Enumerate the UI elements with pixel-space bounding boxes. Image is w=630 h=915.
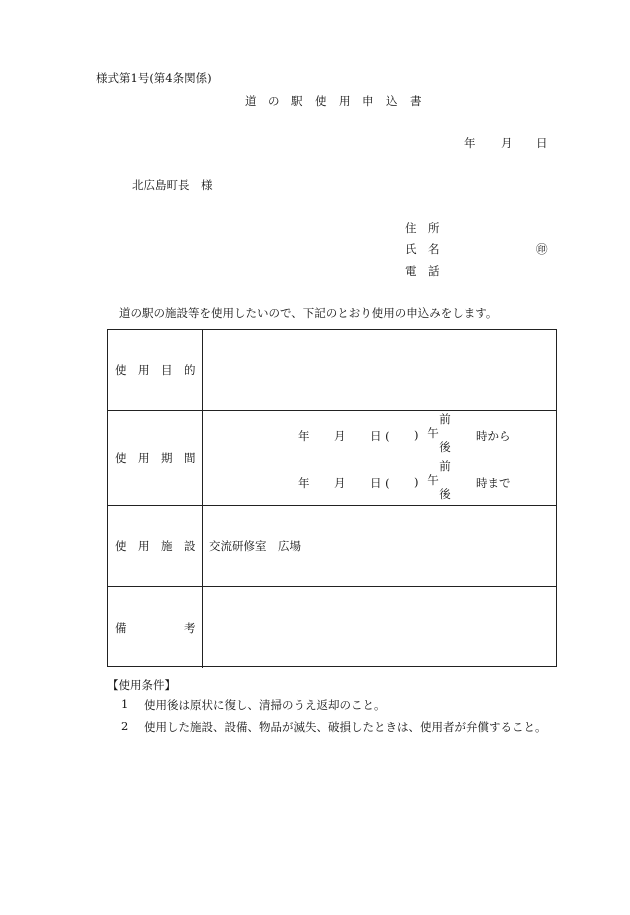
intro-text: 道の駅の施設等を使用したいので、下記のとおり使用の申込みをします。 [119, 306, 498, 320]
start-go: 午 [427, 426, 439, 440]
title-char: 用 [339, 94, 351, 108]
period-label [108, 411, 203, 505]
start-pm: 後 [439, 440, 451, 454]
start-day: 日 ( [370, 429, 390, 443]
title-char: 申 [362, 94, 374, 108]
conditions-heading: 【使用条件】 [107, 678, 176, 692]
purpose-label [108, 330, 203, 410]
facility-value[interactable]: 交流研修室 広場 [209, 539, 301, 553]
condition-text: 使用した施設、設備、物品が滅失、破損したときは、使用者が弁償すること。 [144, 720, 547, 734]
start-year: 年 [298, 429, 310, 443]
start-month: 月 [334, 429, 346, 443]
title-char: 駅 [291, 94, 303, 108]
seal-mark: ㊞ [536, 242, 548, 256]
phone-label: 電 話 [405, 264, 440, 278]
label-char: 的 [184, 363, 196, 377]
title-char: 書 [410, 94, 422, 108]
application-table [107, 329, 557, 667]
end-go: 午 [427, 473, 439, 487]
remarks-field[interactable] [205, 589, 554, 666]
label-char: 施 [161, 539, 173, 553]
date-month: 月 [501, 136, 513, 150]
date-year: 年 [464, 136, 476, 150]
label-char: 目 [161, 363, 173, 377]
end-pm: 後 [439, 487, 451, 501]
title-char: の [268, 94, 280, 108]
label-char: 使 [115, 363, 127, 377]
date-day: 日 [536, 136, 548, 150]
label-char: 使 [115, 451, 127, 465]
label-char: 用 [138, 539, 150, 553]
condition-number: 2 [121, 719, 129, 733]
label-char: 設 [184, 539, 196, 553]
facility-label [108, 506, 203, 586]
end-month: 月 [334, 476, 346, 490]
end-day: 日 ( [370, 476, 390, 490]
address-label: 住 所 [405, 221, 440, 235]
addressee: 北広島町長 様 [132, 178, 213, 192]
title-char: 道 [245, 94, 257, 108]
remarks-label [108, 587, 203, 668]
end-am: 前 [439, 459, 451, 473]
purpose-row [108, 330, 556, 411]
start-close-paren: ) [414, 428, 419, 442]
start-am: 前 [439, 412, 451, 426]
end-year: 年 [298, 476, 310, 490]
label-char: 間 [184, 451, 196, 465]
end-close-paren: ) [414, 475, 419, 489]
facility-row [108, 506, 556, 587]
end-time-suffix: 時まで [476, 476, 511, 490]
label-char: 期 [161, 451, 173, 465]
label-char: 用 [138, 451, 150, 465]
condition-number: 1 [121, 697, 129, 711]
label-char: 備 [115, 620, 127, 635]
period-row [108, 411, 556, 506]
start-time-suffix: 時から [476, 429, 511, 443]
purpose-field[interactable] [205, 332, 554, 408]
label-char: 用 [138, 363, 150, 377]
remarks-row [108, 587, 556, 668]
label-char: 使 [115, 539, 127, 553]
condition-text: 使用後は原状に復し、清掃のうえ返却のこと。 [144, 698, 386, 712]
label-char: 考 [184, 620, 196, 635]
name-label: 氏 名 [405, 242, 440, 256]
form-number: 様式第1号(第4条関係) [96, 71, 212, 85]
title-char: 使 [315, 94, 327, 108]
title-char: 込 [386, 94, 398, 108]
